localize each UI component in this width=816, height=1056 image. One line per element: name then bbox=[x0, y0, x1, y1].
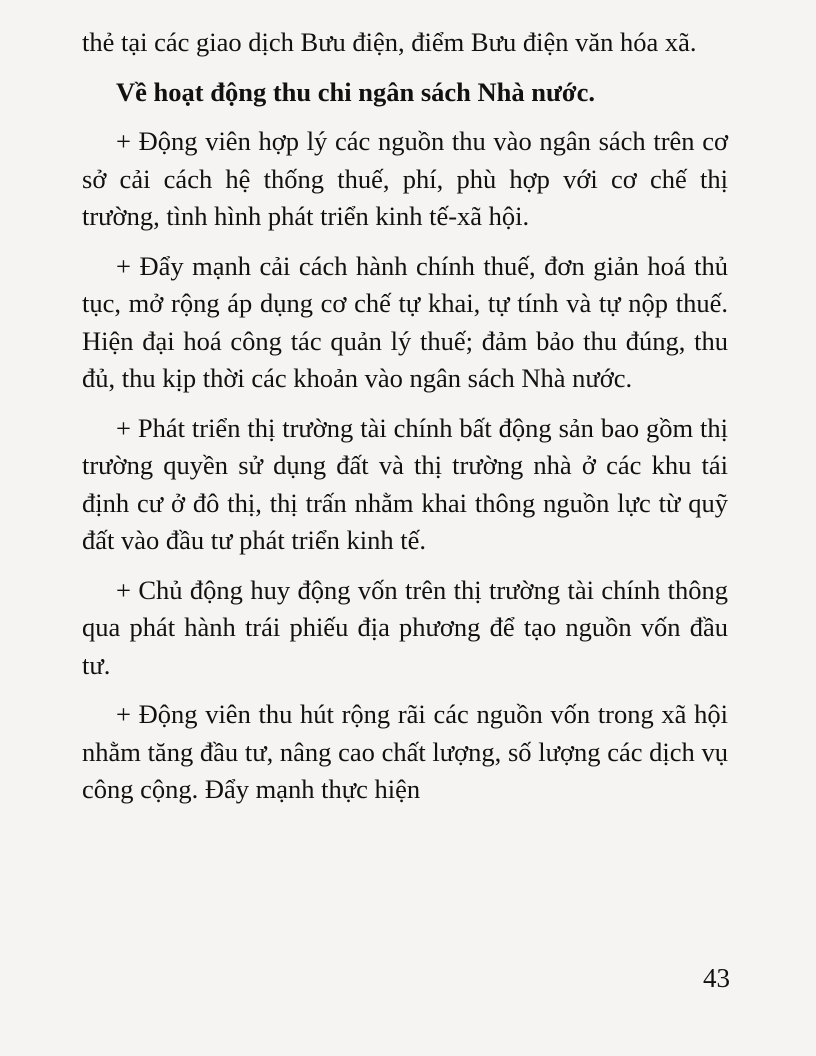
section-heading: Về hoạt động thu chi ngân sách Nhà nước. bbox=[116, 76, 595, 107]
paragraph-local-bonds: + Chủ động huy động vốn trên thị trường tài chính thông qua phát hành trái phiếu địa phương để tạo nguồn vốn đầu tư. bbox=[82, 574, 728, 680]
paragraph-real-estate-market: + Phát triển thị trường tài chính bất động sản bao gồm thị trường quyền sử dụng đất và thị trường nhà ở các khu tái định cư ở đô thị, thị trấn nhằm khai thông nguồn lực từ quỹ đất vào đầu tư phát triển kinh tế. bbox=[82, 412, 728, 555]
paragraph-social-capital: + Động viên thu hút rộng rãi các nguồn vốn trong xã hội nhằm tăng đầu tư, nâng cao chất lượng, số lượng các dịch vụ công cộng. Đẩy mạnh thực hiện bbox=[82, 699, 728, 804]
paragraph-tax-reform: + Đẩy mạnh cải cách hành chính thuế, đơn giản hoá thủ tục, mở rộng áp dụng cơ chế tự khai, tự tính và tự nộp thuế. Hiện đại hoá công tác quản lý thuế; đảm bảo thu đúng, thu đủ, thu kịp thời các khoản vào ngân sách Nhà nước. bbox=[82, 250, 728, 393]
paragraph-revenue-mobilization: + Động viên hợp lý các nguồn thu vào ngân sách trên cơ sở cải cách hệ thống thuế, phí, phù hợp với cơ chế thị trường, tình hình phát triển kinh tế-xã hội. bbox=[82, 126, 728, 231]
page-number: 43 bbox=[703, 963, 730, 993]
page-body bbox=[82, 24, 728, 809]
lead-paragraph: thẻ tại các giao dịch Bưu điện, điểm Bưu điện văn hóa xã. bbox=[82, 27, 697, 57]
